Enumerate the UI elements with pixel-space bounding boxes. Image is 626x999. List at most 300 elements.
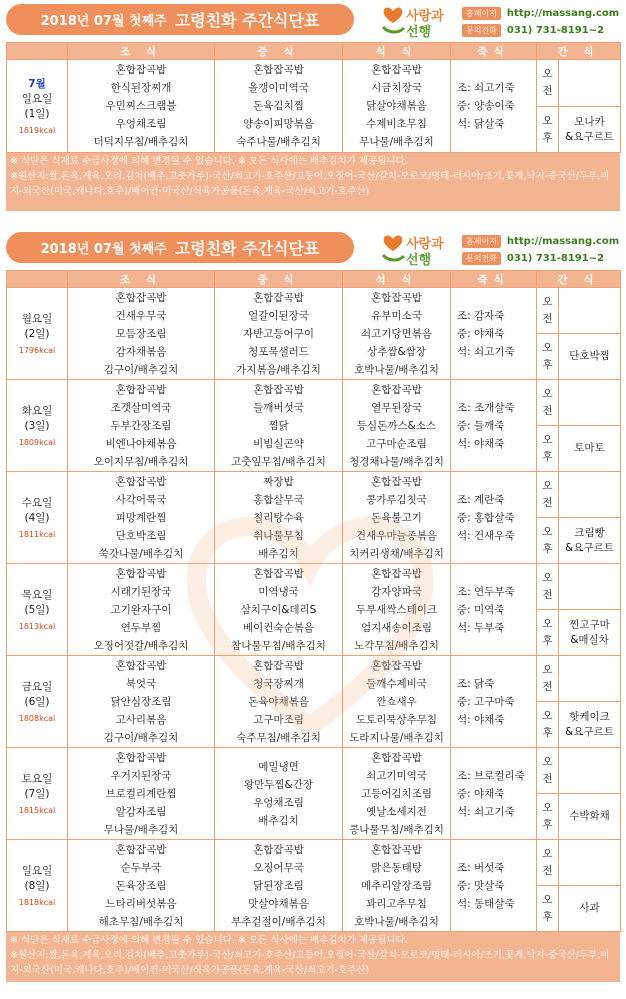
dinner-item: 메추리알장조림 — [360, 879, 432, 892]
homepage-url[interactable]: http://massang.com — [506, 236, 620, 247]
logo-text-2: 선행 — [406, 253, 432, 268]
day-cell — [7, 564, 68, 656]
day-cell — [7, 748, 68, 840]
dinner-item: 혼합잡곡밥 — [371, 291, 422, 304]
snack-pm-cell — [559, 702, 621, 748]
lunch-item: 부추겉절이/배추김치 — [231, 915, 326, 928]
lunch-item: 양송이피망볶음 — [242, 118, 314, 130]
slot-pm-label — [537, 610, 559, 656]
juk-prefix: 조: — [457, 493, 475, 506]
breakfast-item: 비엔나야채볶음 — [105, 437, 177, 450]
breakfast-cell — [68, 840, 215, 932]
lunch-item: 혼합잡곡밥 — [253, 291, 304, 304]
juk-value: 쇠고기죽 — [474, 805, 515, 818]
note-change: ※ 식단은 식재료 수급사정에 의해 변경될 수 있습니다. ※ 모든 식사에는 배추김치가 제공됩니다. — [10, 935, 408, 946]
lunch-item: 청포묵샐러드 — [248, 345, 309, 358]
lunch-item: 우엉채조림 — [253, 796, 304, 809]
lunch-item: 자반고등어구이 — [242, 327, 314, 340]
dinner-item: 상추쌈&쌈장 — [367, 345, 426, 358]
day-date: (3일) — [24, 420, 50, 432]
logo-text-1: 사랑과 — [406, 237, 444, 252]
dinner-item: 엄지새송이조림 — [360, 621, 432, 634]
breakfast-item: 오이지무침/배추김치 — [93, 455, 189, 468]
snack-text: 사과 — [579, 902, 600, 914]
slot-pm-label — [537, 334, 559, 380]
slot-pm-label — [537, 794, 559, 840]
lunch-item: 고춧잎무침/배추김치 — [231, 455, 326, 468]
breakfast-item: 피망계란찜 — [115, 511, 167, 524]
breakfast-item: 고기완자구이 — [110, 603, 172, 616]
title-date: 2018년 07월 첫째주 — [40, 14, 167, 29]
juk-item — [457, 307, 536, 325]
header-juk: 죽식 — [451, 43, 537, 60]
juk-item — [457, 527, 536, 545]
header-lunch: 중 식 — [215, 271, 343, 288]
slot-am-label — [537, 564, 559, 610]
breakfast-item: 고사리볶음 — [115, 713, 167, 726]
notes-box — [6, 153, 620, 211]
juk-prefix: 조: — [457, 309, 475, 322]
homepage-url[interactable]: http://massang.com — [506, 8, 620, 19]
dinner-cell — [343, 472, 451, 564]
title-main: 고령친화 주간식단표 — [174, 239, 320, 258]
lunch-item: 왕만두찜&간장 — [243, 778, 314, 791]
dinner-cell — [343, 564, 451, 656]
slot-pm-label — [537, 886, 559, 932]
slot-am-label — [537, 472, 559, 518]
juk-prefix: 석: — [457, 621, 475, 634]
day-kcal: 1819kcal — [18, 126, 56, 135]
juk-value: 연두부죽 — [474, 585, 515, 598]
dinner-item: 도토리묵상추무침 — [355, 713, 438, 726]
dinner-cell — [343, 60, 451, 153]
breakfast-item: 쑥갓나물/배추김치 — [98, 547, 184, 560]
breakfast-item: 혼합잡곡밥 — [115, 567, 167, 580]
juk-value: 계란죽 — [474, 493, 505, 506]
juk-prefix: 중: — [457, 511, 475, 524]
breakfast-item: 혼합잡곡밥 — [115, 659, 167, 672]
juk-prefix: 조: — [457, 585, 475, 598]
breakfast-item: 혼합잡곡밥 — [115, 475, 167, 488]
juk-prefix: 중: — [457, 603, 475, 616]
breakfast-cell — [68, 656, 215, 748]
title-main: 고령친화 주간식단표 — [174, 11, 320, 30]
juk-value: 맛살죽 — [474, 879, 505, 892]
header-dinner: 석 식 — [343, 43, 451, 60]
lunch-cell — [215, 656, 343, 748]
snack-am-cell — [559, 288, 621, 334]
dinner-item: 청경채나물/배추김치 — [349, 455, 444, 468]
day-name: 목요일 — [21, 589, 53, 601]
juk-cell — [451, 840, 537, 932]
juk-prefix: 석: — [457, 345, 475, 358]
lunch-item: 혼합잡곡밥 — [253, 383, 304, 396]
juk-item — [457, 399, 536, 417]
brand-logo — [380, 231, 456, 267]
dinner-item: 닭살야채볶음 — [366, 100, 427, 112]
phone-tag: 문의전화 — [462, 252, 501, 265]
day-date: (2일) — [24, 328, 50, 340]
day-date: (7일) — [24, 788, 50, 800]
lunch-item: 청국장찌개 — [253, 677, 304, 690]
day-cell — [7, 472, 68, 564]
dinner-item: 콩가루김칫국 — [366, 493, 427, 506]
juk-item — [457, 859, 536, 877]
header-breakfast: 조 식 — [68, 271, 215, 288]
juk-value: 동태살죽 — [474, 897, 515, 910]
phone-number: 031) 731-8191~2 — [506, 253, 605, 264]
slot-am-text: 오전 — [542, 295, 553, 325]
juk-prefix: 조: — [457, 769, 475, 782]
day-row — [7, 472, 621, 518]
slot-am-text: 오전 — [542, 663, 553, 693]
title-banner — [6, 4, 354, 35]
day-row — [7, 840, 621, 886]
juk-item — [457, 509, 536, 527]
juk-prefix: 석: — [457, 118, 475, 130]
lunch-item: 고구마조림 — [253, 713, 304, 726]
breakfast-item: 혼합잡곡밥 — [115, 64, 167, 76]
slot-pm-text: 오후 — [542, 617, 553, 647]
slot-pm-label — [537, 107, 559, 153]
juk-value: 양송이죽 — [474, 100, 515, 112]
dinner-item: 맑은동태탕 — [371, 861, 422, 874]
dinner-item: 건새우마늘종볶음 — [355, 529, 438, 542]
table-header-row — [7, 271, 621, 288]
dinner-cell — [343, 840, 451, 932]
day-cell — [7, 380, 68, 472]
juk-value: 닭살죽 — [474, 118, 505, 130]
lunch-cell — [215, 748, 343, 840]
breakfast-item: 단호박조림 — [115, 529, 167, 542]
dinner-item: 쇠고기미역국 — [366, 769, 427, 782]
slot-pm-label — [537, 518, 559, 564]
title-banner — [6, 232, 354, 263]
lunch-item: 맛살야채볶음 — [248, 897, 309, 910]
header-empty — [7, 43, 68, 60]
snack-pm-cell — [559, 518, 621, 564]
snack-text: 단호박찜 — [569, 350, 610, 362]
contact-block — [462, 6, 619, 40]
breakfast-item: 혼합잡곡밥 — [115, 751, 167, 764]
juk-prefix: 석: — [457, 897, 475, 910]
slot-pm-text: 오후 — [542, 433, 553, 463]
header-snack: 간 식 — [537, 271, 621, 288]
breakfast-item: 우엉채조림 — [115, 118, 167, 130]
dinner-item: 옛날소세지전 — [366, 805, 427, 818]
breakfast-cell — [68, 564, 215, 656]
day-cell — [7, 60, 68, 153]
juk-prefix: 석: — [457, 713, 475, 726]
lunch-cell — [215, 380, 343, 472]
day-kcal: 1808kcal — [18, 714, 56, 723]
day-kcal: 1811kcal — [18, 530, 56, 539]
day-month: 7월 — [28, 78, 46, 90]
juk-prefix: 중: — [457, 100, 475, 112]
lunch-cell — [215, 60, 343, 153]
snack-pm-cell — [559, 794, 621, 840]
juk-value: 두부죽 — [474, 621, 505, 634]
juk-prefix: 조: — [457, 677, 475, 690]
slot-pm-text: 오후 — [542, 709, 553, 739]
snack-pm-cell — [559, 334, 621, 380]
snack-text: 토마토 — [574, 442, 605, 454]
breakfast-cell — [68, 748, 215, 840]
title-date: 2018년 07월 첫째주 — [40, 242, 167, 257]
homepage-tag: 홈페이지 — [462, 235, 501, 248]
breakfast-item: 혼합잡곡밥 — [115, 843, 167, 856]
slot-am-label — [537, 60, 559, 107]
breakfast-item: 모듬장조림 — [115, 327, 167, 340]
juk-prefix: 중: — [457, 695, 475, 708]
day-date: (4일) — [24, 512, 50, 524]
phone-tag: 문의전화 — [462, 24, 501, 37]
menu-section-week1-main — [0, 228, 626, 982]
note-change: ※ 식단은 식재료 수급사정에 의해 변경될 수 있습니다. ※ 모든 식사에는 배추김치가 제공됩니다. — [10, 156, 408, 167]
lunch-item: 닭된장조림 — [253, 879, 304, 892]
snack-am-cell — [559, 564, 621, 610]
lunch-item: 취나물무침 — [253, 529, 304, 542]
heart-hand-icon — [380, 231, 406, 265]
day-row — [7, 288, 621, 334]
breakfast-item: 조갯살미역국 — [110, 401, 172, 414]
breakfast-item: 연두부찜 — [120, 621, 162, 634]
juk-item — [457, 491, 536, 509]
day-date: (1일) — [24, 108, 50, 120]
dinner-item: 호박나물/배추김치 — [354, 363, 439, 376]
breakfast-item: 북엇국 — [125, 677, 157, 690]
snack-pm-cell — [559, 426, 621, 472]
dinner-item: 시금치장국 — [371, 82, 422, 94]
juk-item — [457, 675, 536, 693]
breakfast-item: 사각어묵국 — [115, 493, 167, 506]
juk-value: 야채죽 — [474, 327, 505, 340]
breakfast-item: 시래기된장국 — [110, 585, 172, 598]
contact-block — [462, 234, 619, 268]
dinner-item: 수제비초무침 — [366, 118, 427, 130]
snack-text: 크림빵 &요구르트 — [565, 526, 614, 554]
day-name: 화요일 — [21, 405, 53, 417]
header-breakfast: 조 식 — [68, 43, 215, 60]
slot-pm-text: 오후 — [542, 525, 553, 555]
dinner-item: 꽈리고추무침 — [366, 897, 427, 910]
juk-value: 조개살죽 — [474, 401, 515, 414]
day-cell — [7, 840, 68, 932]
day-row — [7, 656, 621, 702]
header-snack: 간 식 — [537, 43, 621, 60]
juk-prefix: 석: — [457, 805, 475, 818]
breakfast-item: 두부간장조림 — [110, 419, 172, 432]
dinner-item: 열무된장국 — [371, 401, 422, 414]
juk-prefix: 중: — [457, 419, 475, 432]
day-name: 일요일 — [21, 93, 53, 105]
lunch-cell — [215, 472, 343, 564]
day-kcal: 1815kcal — [18, 806, 56, 815]
slot-pm-text: 오후 — [542, 893, 553, 923]
logo-text-1: 사랑과 — [406, 9, 444, 24]
menu-table — [6, 270, 621, 932]
lunch-item: 찜닭 — [268, 419, 289, 432]
day-row — [7, 60, 621, 107]
breakfast-item: 브로컬리계란찜 — [105, 787, 177, 800]
section-header — [0, 228, 626, 270]
juk-cell — [451, 656, 537, 748]
juk-item — [457, 711, 536, 729]
day-kcal: 1818kcal — [18, 898, 56, 907]
juk-value: 건새우죽 — [474, 529, 515, 542]
dinner-item: 무나물/배추김치 — [359, 136, 434, 148]
breakfast-item: 오징어젓갈/배추김치 — [93, 639, 189, 652]
juk-value: 고구마죽 — [474, 695, 515, 708]
juk-item — [457, 767, 536, 785]
juk-item — [457, 619, 536, 637]
dinner-item: 유부미소국 — [371, 309, 422, 322]
juk-value: 감자죽 — [474, 309, 505, 322]
snack-am-cell — [559, 840, 621, 886]
snack-text: 핫케이크 &요구르트 — [565, 710, 614, 738]
heart-hand-icon — [380, 3, 406, 37]
dinner-item: 두부새싹스테이크 — [355, 603, 438, 616]
dinner-item: 노각무침/배추김치 — [354, 639, 439, 652]
day-row — [7, 564, 621, 610]
day-row — [7, 380, 621, 426]
juk-cell — [451, 60, 537, 153]
dinner-item: 고구마순조림 — [366, 437, 427, 450]
section-header — [0, 0, 626, 42]
dinner-item: 쇠고기당면볶음 — [360, 327, 432, 340]
breakfast-item: 알감자조림 — [115, 805, 167, 818]
snack-am-cell — [559, 656, 621, 702]
breakfast-item: 감자채볶음 — [115, 345, 167, 358]
homepage-tag: 홈페이지 — [462, 7, 501, 20]
juk-value: 야채죽 — [474, 787, 505, 800]
breakfast-item: 건새우무국 — [115, 309, 167, 322]
lunch-item: 짜장밥 — [263, 475, 294, 488]
lunch-item: 배추김치 — [258, 814, 299, 827]
dinner-item: 혼합잡곡밥 — [371, 475, 422, 488]
breakfast-item: 더덕지무침/배추김치 — [93, 136, 189, 148]
slot-am-label — [537, 288, 559, 334]
lunch-item: 칠리탕수육 — [253, 511, 304, 524]
slot-am-text: 오전 — [542, 755, 553, 785]
dinner-item: 혼합잡곡밥 — [371, 567, 422, 580]
slot-pm-label — [537, 702, 559, 748]
breakfast-cell — [68, 380, 215, 472]
snack-text: 찐고구마 &매실차 — [569, 618, 610, 646]
lunch-item: 혼합잡곡밥 — [253, 659, 304, 672]
breakfast-item: 한식된장찌개 — [110, 82, 172, 94]
table-header-row — [7, 43, 621, 60]
breakfast-item: 김구이/배추김치 — [103, 731, 179, 744]
lunch-item: 올갱이미역국 — [248, 82, 309, 94]
header-lunch: 중 식 — [215, 43, 343, 60]
lunch-item: 들깨버섯국 — [253, 401, 304, 414]
breakfast-item: 혼합잡곡밥 — [115, 291, 167, 304]
slot-pm-text: 오후 — [542, 801, 553, 831]
day-name: 토요일 — [21, 773, 53, 785]
day-row — [7, 748, 621, 794]
snack-pm-cell — [559, 886, 621, 932]
brand-logo — [380, 3, 456, 39]
dinner-item: 혼합잡곡밥 — [371, 64, 422, 76]
header-empty — [7, 271, 68, 288]
dinner-cell — [343, 380, 451, 472]
lunch-item: 홍합살무국 — [253, 493, 304, 506]
juk-item — [457, 895, 536, 913]
snack-am-cell — [559, 60, 621, 107]
juk-item — [457, 583, 536, 601]
lunch-item: 가지볶음/배추김치 — [236, 363, 321, 376]
lunch-item: 혼합잡곡밥 — [253, 567, 304, 580]
dinner-item: 들깨수제비국 — [366, 677, 427, 690]
juk-value: 버섯죽 — [474, 861, 505, 874]
breakfast-item: 느타리버섯볶음 — [105, 897, 177, 910]
dinner-item: 콩나물무침/배추김치 — [349, 823, 444, 836]
lunch-item: 혼합잡곡밥 — [253, 843, 304, 856]
snack-am-cell — [559, 380, 621, 426]
juk-value: 쇠고기죽 — [474, 82, 515, 94]
breakfast-item: 무나물/배추김치 — [103, 823, 179, 836]
lunch-item: 얼갈이된장국 — [248, 309, 309, 322]
juk-item — [457, 877, 536, 895]
juk-prefix: 중: — [457, 787, 475, 800]
note-origin: ※원산지:쌀,돈육,계육,오리,김치(배추,고춧가루)-국산/쇠고기-호주산/고등어,오징어-국산/갈치-모로코/명태-러시아/조기,꽃게,낙지-중국산/두부,비지-외국산(미국,캐나다,호주)/베이컨-미국산/식육가공품(돈육,계육-국산/쇠고기-호주산) — [10, 950, 610, 976]
snack-pm-cell — [559, 610, 621, 656]
breakfast-item: 해초무침/배추김치 — [98, 915, 184, 928]
lunch-item: 참나물무침/배추김치 — [231, 639, 326, 652]
juk-cell — [451, 472, 537, 564]
slot-am-label — [537, 380, 559, 426]
day-date: (8일) — [24, 880, 50, 892]
juk-item — [457, 97, 536, 115]
juk-item — [457, 803, 536, 821]
day-kcal: 1813kcal — [18, 622, 56, 631]
juk-item — [457, 115, 536, 133]
juk-item — [457, 435, 536, 453]
breakfast-item: 우민찌스크램블 — [105, 100, 177, 112]
dinner-item: 돈육불고기 — [371, 511, 422, 524]
juk-cell — [451, 564, 537, 656]
breakfast-item: 닭안심장조림 — [110, 695, 172, 708]
day-kcal: 1796kcal — [18, 346, 56, 355]
dinner-item: 혼합잡곡밥 — [371, 659, 422, 672]
juk-cell — [451, 748, 537, 840]
juk-value: 쇠고기죽 — [474, 345, 515, 358]
breakfast-cell — [68, 60, 215, 153]
lunch-cell — [215, 288, 343, 380]
day-cell — [7, 288, 68, 380]
day-name: 월요일 — [21, 313, 53, 325]
juk-item — [457, 79, 536, 97]
dinner-cell — [343, 748, 451, 840]
slot-am-label — [537, 656, 559, 702]
snack-am-cell — [559, 748, 621, 794]
dinner-item: 등심돈까스&소스 — [356, 419, 437, 432]
menu-section-week1-top — [0, 0, 626, 211]
dinner-item: 혼합잡곡밥 — [371, 751, 422, 764]
day-name: 수요일 — [21, 497, 53, 509]
notes-box — [6, 932, 620, 982]
breakfast-cell — [68, 288, 215, 380]
juk-item — [457, 325, 536, 343]
day-name: 일요일 — [21, 865, 53, 877]
dinner-item: 혼합잡곡밥 — [371, 383, 422, 396]
breakfast-item: 혼합잡곡밥 — [115, 383, 167, 396]
lunch-item: 돈육야채볶음 — [248, 695, 309, 708]
juk-item — [457, 785, 536, 803]
snack-am-cell — [559, 472, 621, 518]
juk-value: 미역죽 — [474, 603, 505, 616]
